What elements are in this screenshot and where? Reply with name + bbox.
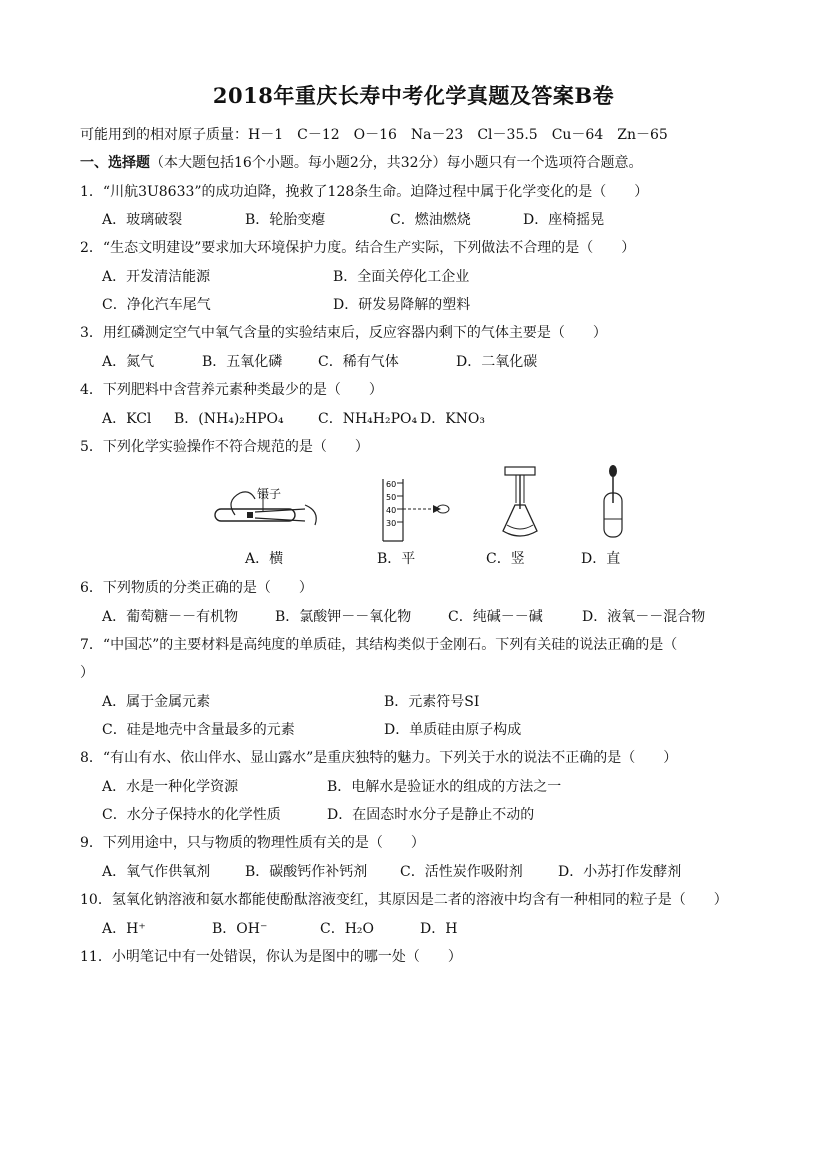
option: A．氮气 bbox=[102, 354, 155, 370]
option: D．液氧－－混合物 bbox=[582, 609, 706, 625]
option: A．H⁺ bbox=[102, 921, 146, 937]
dropper-test-tube-figure bbox=[598, 463, 628, 543]
figure-caption-a: A．横 bbox=[245, 551, 284, 567]
question-stem: 11．小明笔记中有一处错误，你认为是图中的哪一处（ ） bbox=[80, 949, 462, 965]
option: B．电解水是验证水的组成的方法之一 bbox=[327, 779, 562, 795]
question-stem: 7．“中国芯”的主要材料是高纯度的单质硅，其结构类似于金刚石。下列有关硅的说法正确的是（ bbox=[80, 637, 678, 653]
option: C．NH₄H₂PO₄ bbox=[318, 411, 418, 427]
option: C．H₂O bbox=[320, 921, 375, 937]
option: C．纯碱－－碱 bbox=[448, 609, 543, 625]
cylinder-tick: 30 bbox=[386, 519, 397, 528]
section-header bbox=[80, 152, 643, 172]
option: C．净化汽车尾气 bbox=[102, 297, 211, 313]
atomic-masses: 可能用到的相对原子质量：H－1 C－12 O－16 Na－23 Cl－35.5 Cu－64 Zn－65 bbox=[80, 127, 668, 143]
option: A．属于金属元素 bbox=[102, 694, 211, 710]
cylinder-tick: 40 bbox=[386, 506, 397, 515]
question-stem: 2．“生态文明建设”要求加大环境保护力度。结合生产实际，下列做法不合理的是（ ） bbox=[80, 240, 636, 256]
question-stem: 1．“川航3U8633”的成功迫降，挽救了128条生命。迫降过程中属于化学变化的是（ ） bbox=[80, 184, 649, 200]
option: D．二氧化碳 bbox=[456, 354, 538, 370]
page-title: 2018年重庆长寿中考化学真题及答案B卷 bbox=[212, 83, 615, 108]
option: A．氧气作供氧剂 bbox=[102, 864, 211, 880]
lab-operation-figures bbox=[205, 463, 645, 543]
option: B．OH⁻ bbox=[212, 921, 268, 937]
question-stem: 9．下列用途中，只与物质的物理性质有关的是（ ） bbox=[80, 835, 425, 851]
option: D．KNO₃ bbox=[420, 411, 486, 427]
option: D．小苏打作发酵剂 bbox=[558, 864, 682, 880]
option: C．硅是地壳中含量最多的元素 bbox=[102, 722, 295, 738]
section-label: 一、选择题 bbox=[80, 155, 150, 171]
question-stem-continuation: ） bbox=[80, 665, 94, 681]
option: B．五氧化磷 bbox=[202, 354, 283, 370]
option: A．开发清洁能源 bbox=[102, 269, 211, 285]
question-stem: 6．下列物质的分类正确的是（ ） bbox=[80, 580, 313, 596]
question-stem: 4．下列肥料中含营养元素种类最少的是（ ） bbox=[80, 382, 383, 398]
figure-caption-d: D．直 bbox=[581, 551, 621, 567]
option: B．全面关停化工企业 bbox=[333, 269, 470, 285]
option: B．轮胎变瘪 bbox=[245, 212, 326, 228]
option: B．元素符号SI bbox=[384, 694, 480, 710]
option: D．单质硅由原子构成 bbox=[384, 722, 522, 738]
option: B．氯酸钾－－氧化物 bbox=[275, 609, 412, 625]
question-stem: 5．下列化学实验操作不符合规范的是（ ） bbox=[80, 439, 369, 455]
option: C．活性炭作吸附剂 bbox=[400, 864, 523, 880]
option: A．玻璃破裂 bbox=[102, 212, 183, 228]
option: C．稀有气体 bbox=[318, 354, 399, 370]
cylinder-tick: 50 bbox=[386, 493, 397, 502]
question-stem: 10．氢氧化钠溶液和氨水都能使酚酞溶液变红，其原因是二者的溶液中均含有一种相同的粒子是（ ） bbox=[80, 892, 728, 908]
flask-vertical-figure bbox=[495, 463, 545, 543]
option: D．研发易降解的塑料 bbox=[333, 297, 471, 313]
figure-caption-c: C．竖 bbox=[486, 551, 525, 567]
option: D．H bbox=[420, 921, 458, 937]
option: A．水是一种化学资源 bbox=[102, 779, 239, 795]
option: C．水分子保持水的化学性质 bbox=[102, 807, 281, 823]
option: A．KCl bbox=[102, 411, 152, 427]
tweezers-label: 镊子 bbox=[257, 487, 282, 501]
graduated-cylinder-figure bbox=[373, 463, 453, 543]
figure-caption-b: B．平 bbox=[377, 551, 416, 567]
option: A．葡萄糖－－有机物 bbox=[102, 609, 239, 625]
option: D．座椅摇晃 bbox=[523, 212, 605, 228]
option: B．碳酸钙作补钙剂 bbox=[245, 864, 368, 880]
section-desc: （本大题包括16个小题。每小题2分，共32分）每小题只有一个选项符合题意。 bbox=[150, 155, 643, 171]
question-stem: 3．用红磷测定空气中氧气含量的实验结束后，反应容器内剩下的气体主要是（ ） bbox=[80, 325, 607, 341]
option: C．燃油燃烧 bbox=[390, 212, 471, 228]
option: D．在固态时水分子是静止不动的 bbox=[327, 807, 535, 823]
cylinder-tick: 60 bbox=[386, 480, 397, 489]
question-stem: 8．“有山有水、依山伴水、显山露水”是重庆独特的魅力。下列关于水的说法不正确的是（ ） bbox=[80, 750, 678, 766]
option: B．(NH₄)₂HPO₄ bbox=[174, 411, 284, 427]
